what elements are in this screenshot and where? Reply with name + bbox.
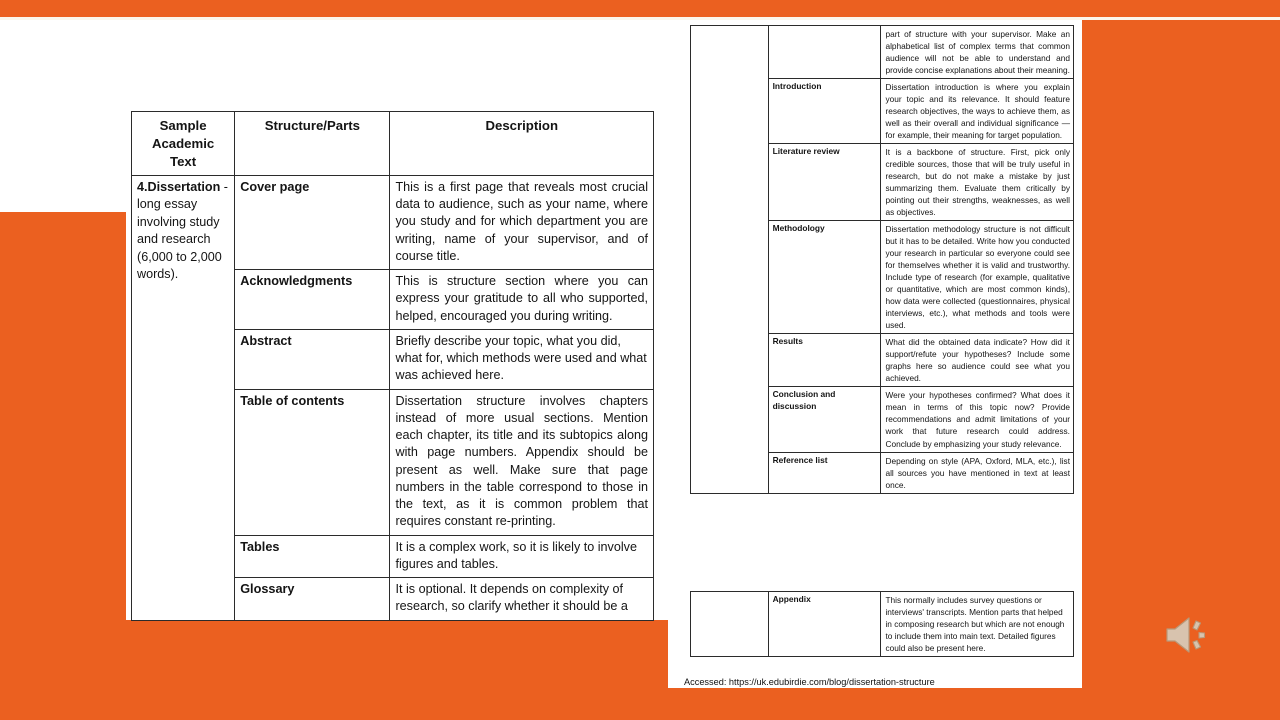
part-cover-page: Cover page <box>235 175 390 269</box>
desc-acknowledgments: This is structure section where you can express your gratitude to all who supported, helped, encouraged you during writing. <box>390 270 654 330</box>
desc-results: What did the obtained data indicate? How did it support/refute your hypotheses? Include some graphs here so audience could see what you achieved. <box>881 334 1074 387</box>
desc-abstract: Briefly describe your topic, what you did, what for, which methods were used and what was achieved here. <box>390 329 654 389</box>
part-introduction: Introduction <box>768 79 881 144</box>
desc-conclusion-and-discussion: Were your hypotheses confirmed? What does it mean in terms of this topic now? Provide recommendations and admit limitations of your work that future research could address. Conclude by emphasizing your study relevance. <box>881 387 1074 452</box>
sample-academic-text-cell <box>132 175 235 620</box>
column-header-structure-parts: Structure/Parts <box>235 112 390 176</box>
part-methodology: Methodology <box>768 221 881 334</box>
column-header-description: Description <box>390 112 654 176</box>
desc-appendix: This normally includes survey questions or interviews' transcripts. Mention parts that helped in composing research but which are not enough to include them into main text. Detailed figures could also be present here. <box>881 592 1074 657</box>
desc-reference-list: Depending on style (APA, Oxford, MLA, etc.), list all sources you have mentioned in text at least once. <box>881 452 1074 493</box>
table-row <box>691 592 1074 657</box>
desc-introduction: Dissertation introduction is where you explain your topic and its relevance. It should feature research objectives, the ways to achieve them, as well as their overall and individual significance — for example, their meaning for target population. <box>881 79 1074 144</box>
top-orange-band <box>0 0 1280 17</box>
part-conclusion-and-discussion: Conclusion and discussion <box>768 387 881 452</box>
part-glossary-continued <box>768 26 881 79</box>
desc-literature-review: It is a backbone of structure. First, pick only credible sources, those that will be truly useful in research, but do not make a mistake by just summarizing them. Evaluate them critically by pointing out their strengths, weaknesses, as well as objectives. <box>881 144 1074 221</box>
desc-glossary: It is optional. It depends on complexity of research, so clarify whether it should be a <box>390 578 654 621</box>
speaker-icon[interactable] <box>1163 611 1219 659</box>
source-caption: Accessed: https://uk.edubirdie.com/blog/dissertation-structure <box>682 676 938 688</box>
header-line-3: Text <box>170 153 197 169</box>
header-line-1: Sample <box>159 118 207 133</box>
desc-glossary-continued: part of structure with your supervisor. Make an alphabetical list of complex terms that common audience will not be able to understand and provide concise explanations about their meaning. <box>881 26 1074 79</box>
part-glossary: Glossary <box>235 578 390 621</box>
sample-label-bold: 4.Dissertation <box>137 179 221 194</box>
left-structure-table <box>131 111 654 621</box>
part-table-of-contents: Table of contents <box>235 389 390 535</box>
part-appendix: Appendix <box>768 592 881 657</box>
part-literature-review: Literature review <box>768 144 881 221</box>
desc-cover-page: This is a first page that reveals most crucial data to audience, such as your name, where you study and for which department you are writing, name of your supervisor, and of course title. <box>390 175 654 269</box>
table-row <box>132 175 654 269</box>
right-sample-column-cell <box>691 26 769 494</box>
appendix-sample-column-cell <box>691 592 769 657</box>
desc-table-of-contents: Dissertation structure involves chapters instead of more usual sections. Mention each chapter, its title and its subtopics along with page numbers. Appendix should be present as well. Make sure that page numbers in the table correspond to those in the text, as it is common problem that requires constant re-printing. <box>390 389 654 535</box>
part-results: Results <box>768 334 881 387</box>
right-structure-table <box>690 25 1074 494</box>
part-tables: Tables <box>235 535 390 578</box>
part-abstract: Abstract <box>235 329 390 389</box>
desc-tables: It is a complex work, so it is likely to involve figures and tables. <box>390 535 654 578</box>
header-line-2: Academic <box>151 135 215 151</box>
part-acknowledgments: Acknowledgments <box>235 270 390 330</box>
column-header-sample-academic-text <box>132 112 235 176</box>
left-panel-orange-block <box>0 212 126 640</box>
table-row <box>691 26 1074 79</box>
sample-label-rest: - long essay involving study and research (6,000 to 2,000 words). <box>137 179 228 282</box>
appendix-table <box>690 591 1074 657</box>
desc-methodology: Dissertation methodology structure is not difficult but it has to be detailed. Write how you conducted your research in particular so everyone could see for themselves whether it is valid and trustworthy. Include type of research (for example, qualitative or quantitative, which are most common kinds), how data were collected (questionnaires, physical interviews, etc.), what methods and tools were used. <box>881 221 1074 334</box>
part-reference-list: Reference list <box>768 452 881 493</box>
table-header-row <box>132 112 654 176</box>
